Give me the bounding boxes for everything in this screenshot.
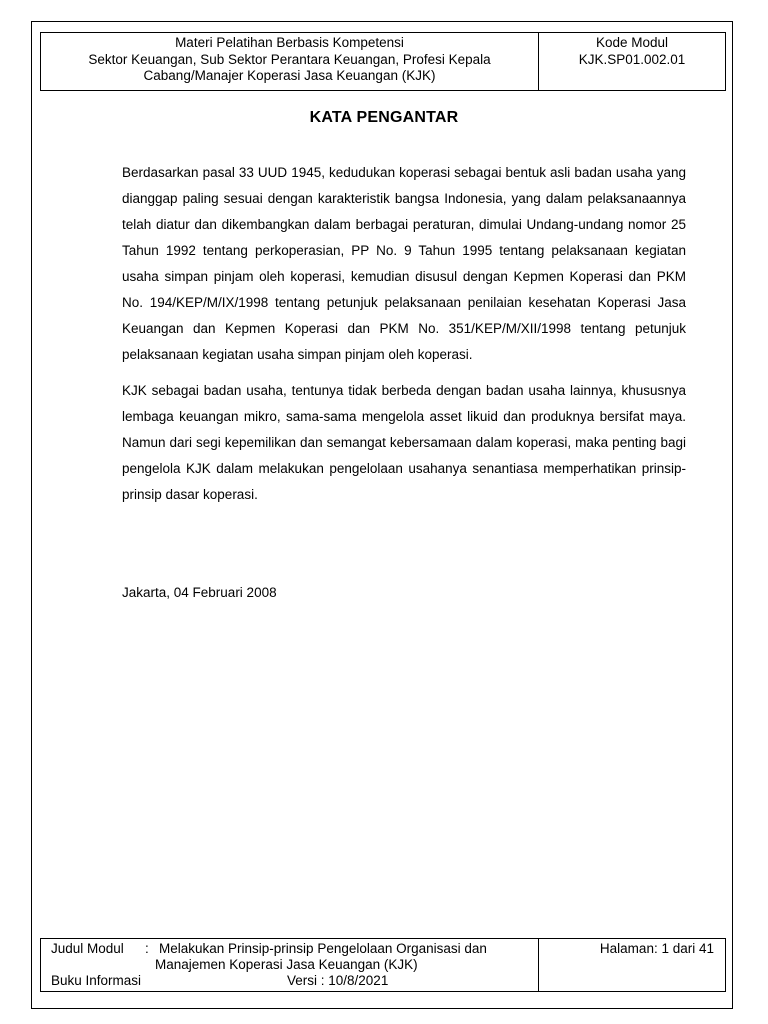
signoff-date: Jakarta, 04 Februari 2008 — [122, 585, 277, 600]
footer-title-value: Melakukan Prinsip-prinsip Pengelolaan Organisasi dan — [159, 941, 487, 956]
header-line: Materi Pelatihan Berbasis Kompetensi — [175, 35, 404, 50]
footer-book-type: Buku Informasi — [51, 973, 142, 988]
footer-colon: : — [145, 941, 149, 956]
header-training-info — [41, 33, 539, 90]
footer-title-label: Judul Modul — [51, 941, 124, 956]
module-code-label: Kode Modul — [595, 35, 669, 50]
footer-page-number — [539, 939, 725, 991]
body-paragraph: KJK sebagai badan usaha, tentunya tidak berbeda dengan badan usaha lainnya, khususnya lembaga keuangan mikro, sama-sama mengelola asset likuid dan produknya bersifat maya. Namun dari segi kepemilikan dan semangat kebersamaan dalam koperasi, maka penting bagi pengelola KJK dalam melakukan pengelolaan usahanya senantiasa memperhatikan prinsip-prinsip dasar koperasi. — [122, 383, 686, 502]
module-header — [40, 32, 726, 91]
document-body — [122, 160, 686, 518]
header-module-code — [539, 33, 725, 90]
module-code-value: KJK.SP01.002.01 — [578, 51, 686, 67]
footer-module-info — [41, 939, 539, 991]
page-count: Halaman: 1 dari 41 — [599, 941, 714, 956]
page-title: KATA PENGANTAR — [309, 109, 459, 126]
header-line: Sektor Keuangan, Sub Sektor Perantara Keuangan, Profesi Kepala — [88, 51, 491, 67]
module-footer — [40, 938, 726, 992]
footer-version: Versi : 10/8/2021 — [287, 973, 389, 988]
header-line: Cabang/Manajer Koperasi Jasa Keuangan (KJK) — [143, 68, 436, 83]
body-paragraph: Berdasarkan pasal 33 UUD 1945, kedudukan koperasi sebagai bentuk asli badan usaha yang dianggap paling sesuai dengan karakteristik bangsa Indonesia, yang dalam pelaksanaannya telah diatur dan dikembangkan dalam berbagai peraturan, dimulai Undang-undang nomor 25 Tahun 1992 tentang perkoperasian, PP No. 9 Tahun 1995 tentang pelaksanaan kegiatan usaha simpan pinjam oleh koperasi, kemudian disusul dengan Kepmen Koperasi dan PKM No. 194/KEP/M/IX/1998 tentang petunjuk pelaksanaan penilaian kesehatan Koperasi Jasa Keuangan dan Kepmen Koperasi dan PKM No. 351/KEP/M/XII/1998 tentang petunjuk pelaksanaan kegiatan usaha simpan pinjam oleh koperasi. — [122, 165, 686, 362]
footer-title-value-cont: Manajemen Koperasi Jasa Keuangan (KJK) — [155, 957, 418, 972]
